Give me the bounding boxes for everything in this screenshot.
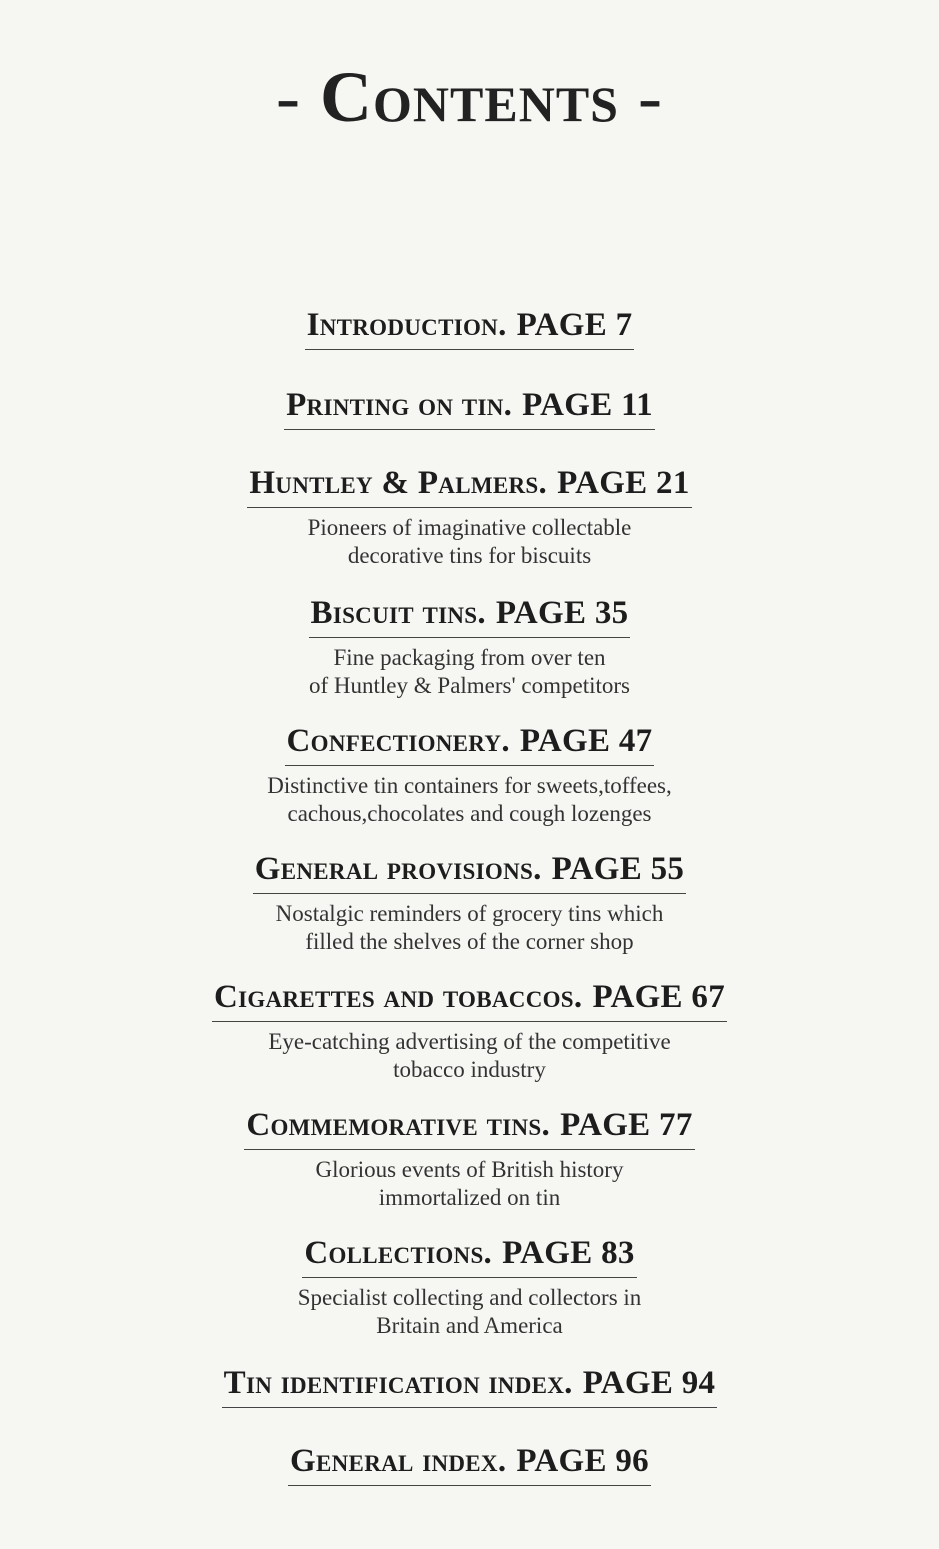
toc-page-number: PAGE 94 <box>582 1365 716 1401</box>
toc-entry-general-provisions[interactable] <box>0 849 939 956</box>
toc-entry-general-index[interactable] <box>0 1441 939 1486</box>
toc-heading <box>305 305 635 350</box>
toc-title: General index. <box>290 1443 507 1479</box>
toc-page-number: PAGE 7 <box>516 307 633 343</box>
toc-heading <box>302 1233 636 1278</box>
toc-entry-printing-on-tin[interactable] <box>0 385 939 430</box>
toc-heading <box>285 721 655 766</box>
toc-entry-tin-identification-index[interactable] <box>0 1363 939 1408</box>
toc-description-line: decorative tins for biscuits <box>347 543 592 568</box>
toc-description-line: Nostalgic reminders of grocery tins which <box>275 901 664 926</box>
toc-description-line: Eye-catching advertising of the competitive <box>268 1029 671 1054</box>
toc-page-number: PAGE 47 <box>519 723 653 759</box>
toc-title: Confectionery. <box>286 723 510 759</box>
toc-heading <box>309 593 631 638</box>
toc-description-line: of Huntley & Palmers' competitors <box>309 673 630 698</box>
toc-title: Huntley & Palmers. <box>249 465 548 501</box>
toc-page-number: PAGE 77 <box>560 1107 693 1143</box>
toc-description-line: filled the shelves of the corner shop <box>305 929 634 954</box>
toc-description-line: Glorious events of British history <box>315 1157 624 1182</box>
toc-entry-collections[interactable] <box>0 1233 939 1340</box>
toc-title: Collections. <box>304 1235 493 1271</box>
toc-page-number: PAGE 83 <box>502 1235 635 1271</box>
toc-description-line: immortalized on tin <box>378 1185 561 1210</box>
toc-description-line: Distinctive tin containers for sweets,toffees, <box>267 773 672 798</box>
title-dash-left: - <box>276 57 302 137</box>
toc-title: General provisions. <box>254 851 542 887</box>
toc-heading <box>288 1441 651 1486</box>
toc-heading <box>284 385 655 430</box>
toc-title: Tin identification index. <box>223 1365 573 1401</box>
toc-page-number: PAGE 35 <box>495 595 629 631</box>
toc-description-line: Pioneers of imaginative collectable <box>307 515 632 540</box>
toc-entry-biscuit-tins[interactable] <box>0 593 939 700</box>
toc-heading <box>253 849 686 894</box>
title-text: Contents <box>320 57 619 137</box>
page-title <box>0 52 939 142</box>
toc-entry-introduction[interactable] <box>0 305 939 350</box>
title-dash-right: - <box>637 57 663 137</box>
toc-page-number: PAGE 11 <box>522 387 653 423</box>
toc-description-line: Fine packaging from over ten <box>333 645 606 670</box>
toc-description-line: Britain and America <box>376 1313 563 1338</box>
toc-description-line: Specialist collecting and collectors in <box>297 1285 642 1310</box>
toc-heading <box>212 977 727 1022</box>
toc-heading <box>247 463 691 508</box>
toc-heading <box>244 1105 694 1150</box>
toc-entry-commemorative-tins[interactable] <box>0 1105 939 1212</box>
toc-entry-cigarettes-tobaccos[interactable] <box>0 977 939 1084</box>
toc-title: Commemorative tins. <box>246 1107 551 1143</box>
toc-page-number: PAGE 96 <box>516 1443 649 1479</box>
toc-title: Printing on tin. <box>286 387 513 423</box>
toc-page-number: PAGE 21 <box>557 465 690 501</box>
toc-title: Biscuit tins. <box>310 595 486 631</box>
toc-title: Cigarettes and tobaccos. <box>213 979 583 1015</box>
toc-heading <box>222 1363 718 1408</box>
toc-page-number: PAGE 55 <box>551 851 685 887</box>
toc-description-line: cachous,chocolates and cough lozenges <box>287 801 652 826</box>
toc-description-line: tobacco industry <box>393 1057 546 1082</box>
toc-title: Introduction. <box>306 307 507 343</box>
toc-entry-confectionery[interactable] <box>0 721 939 828</box>
toc-page-number: PAGE 67 <box>592 979 726 1015</box>
toc-entry-huntley-palmers[interactable] <box>0 463 939 570</box>
